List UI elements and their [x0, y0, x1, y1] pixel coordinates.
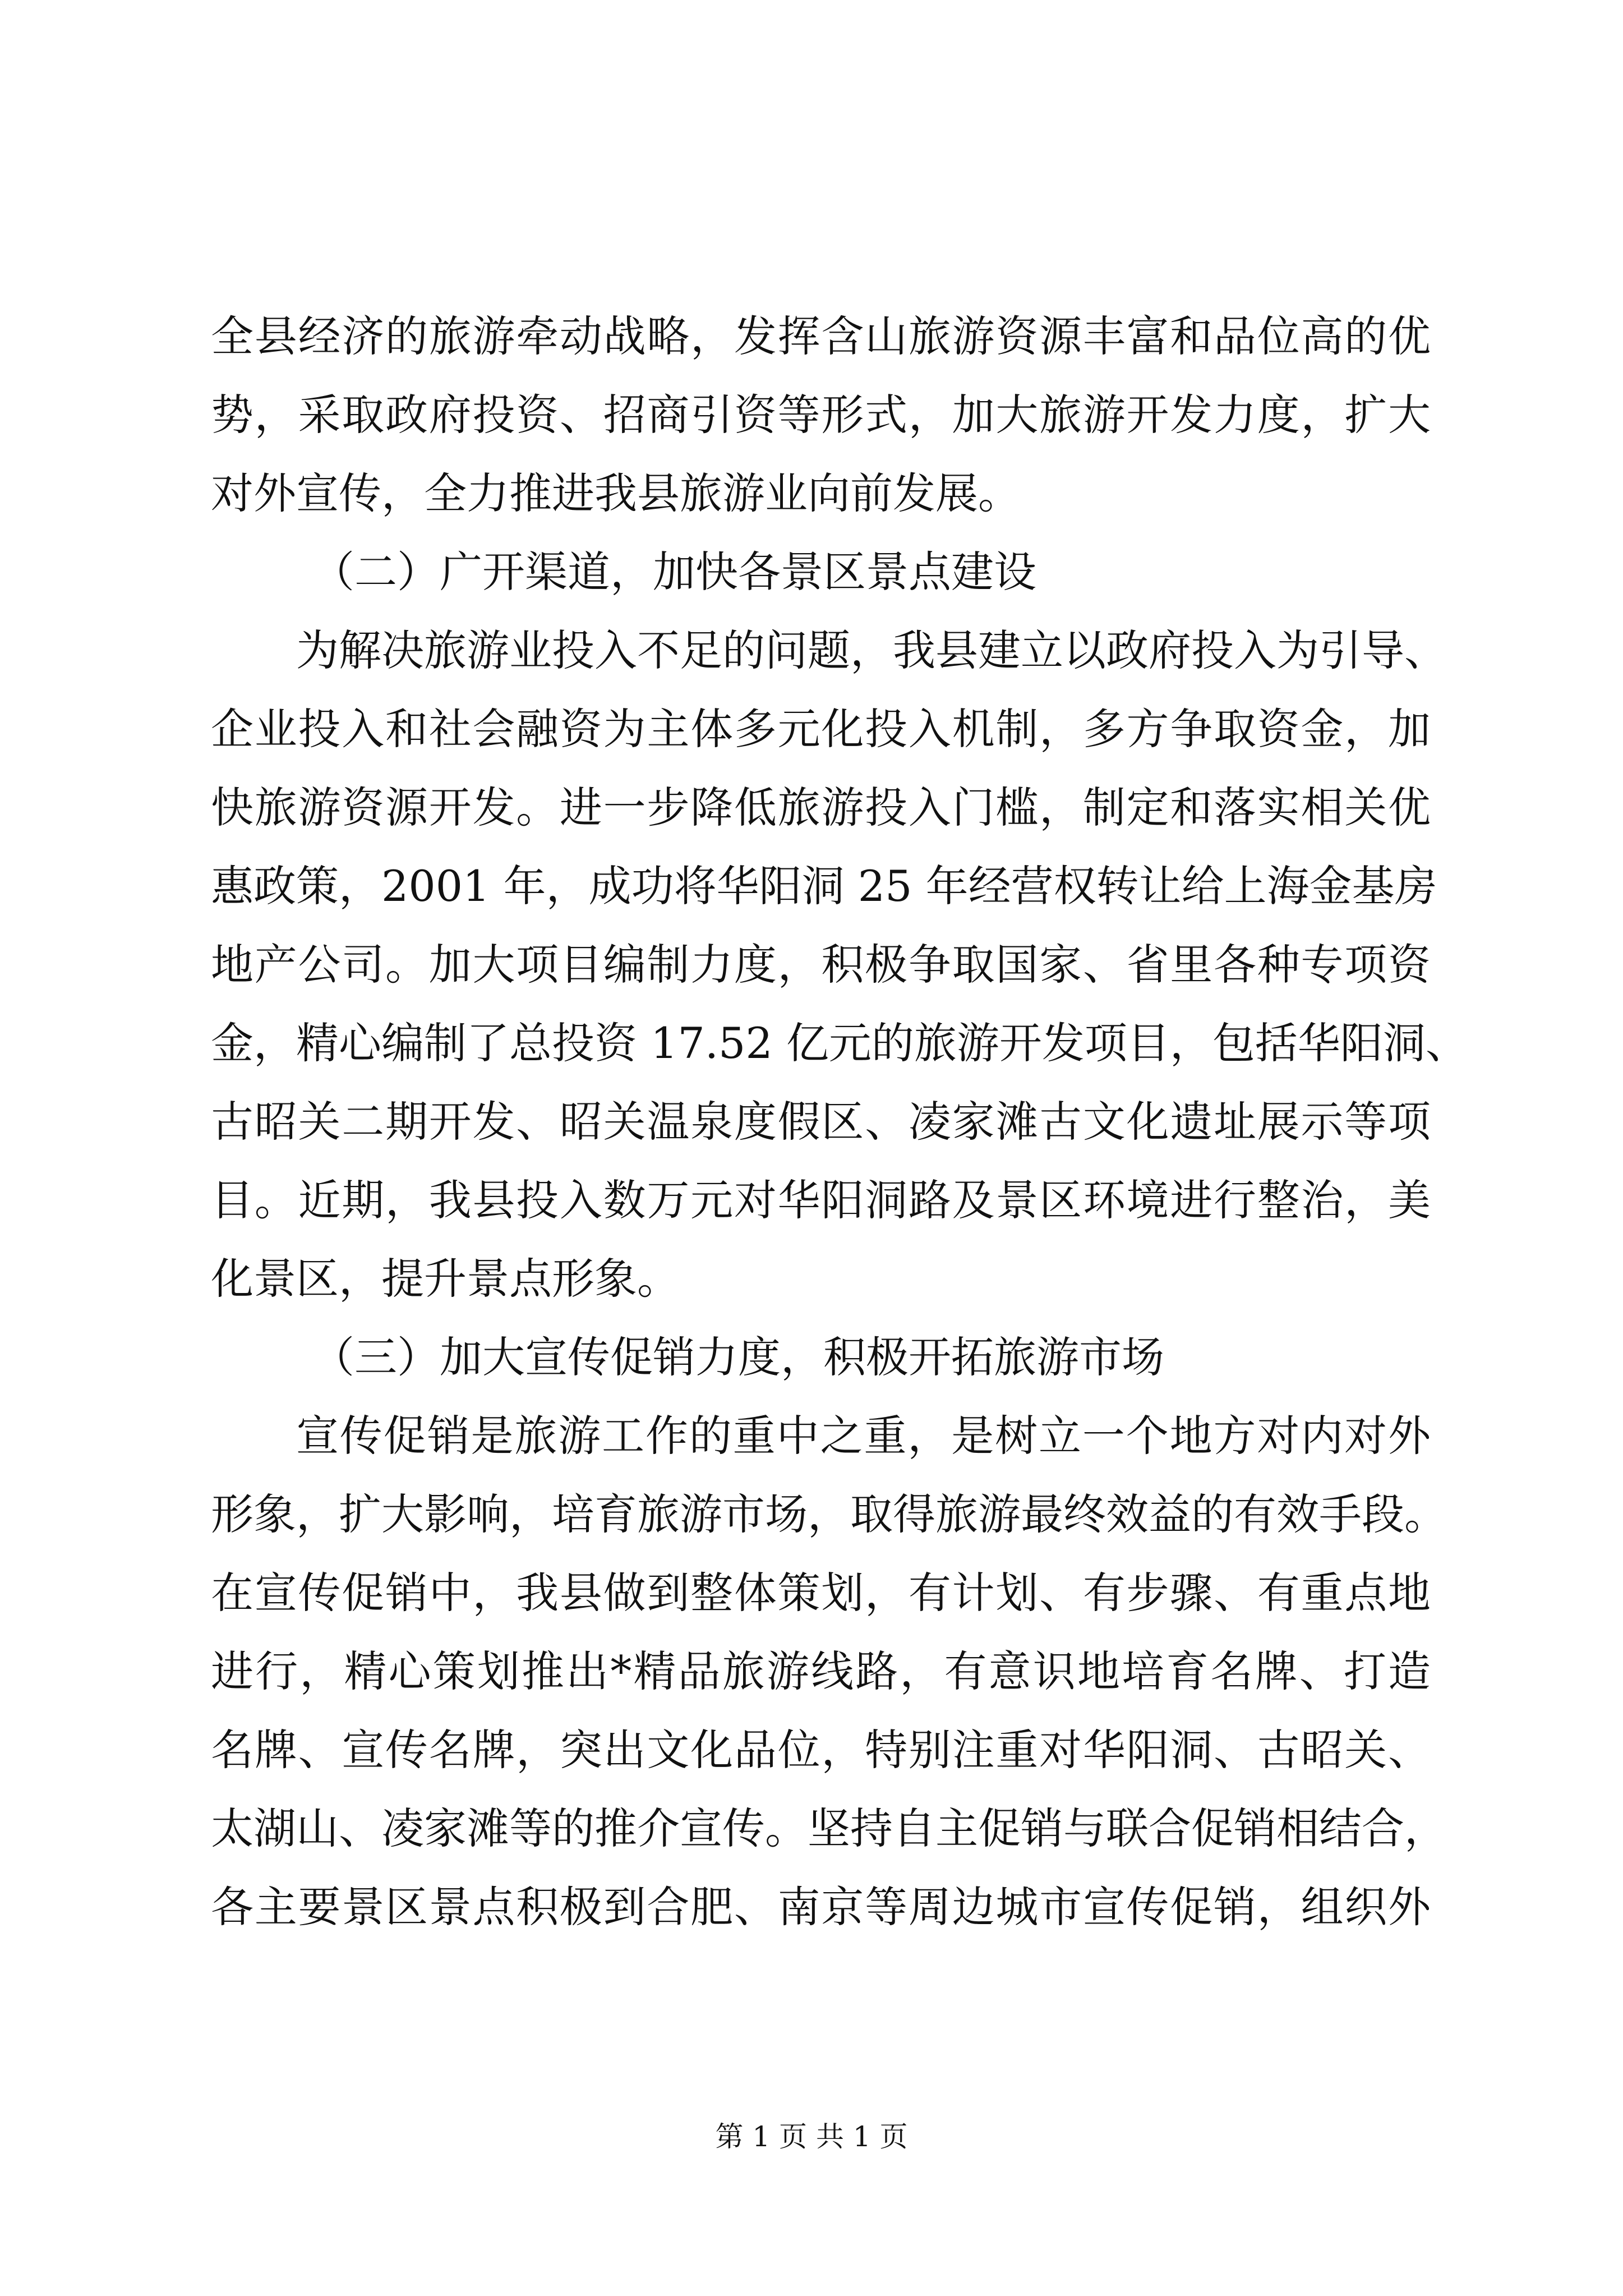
- text-line: 惠政策，2001 年，成功将华阳洞 25 年经营权转让给上海金基房: [211, 861, 1437, 911]
- section-heading: （二）广开渠道，加快各景区景点建设: [312, 547, 1036, 597]
- text-line: 势，采取政府投资、招商引资等形式，加大旅游开发力度，扩大: [211, 390, 1431, 440]
- text-line: 形象，扩大影响，培育旅游市场，取得旅游最终效益的有效手段。: [211, 1489, 1447, 1539]
- page-footer: 第 1 页 共 1 页: [715, 2120, 908, 2153]
- text-line: 在宣传促销中，我县做到整体策划，有计划、有步骤、有重点地: [211, 1568, 1431, 1618]
- text-line: 名牌、宣传名牌，突出文化品位，特别注重对华阳洞、古昭关、: [211, 1725, 1431, 1775]
- text-line: 地产公司。加大项目编制力度，积极争取国家、省里各种专项资: [211, 940, 1431, 990]
- text-line: 进行，精心策划推出*精品旅游线路，有意识地培育名牌、打造: [211, 1646, 1431, 1696]
- text-line: 快旅游资源开发。进一步降低旅游投入门槛，制定和落实相关优: [211, 783, 1431, 832]
- text-line: 对外宣传，全力推进我县旅游业向前发展。: [211, 468, 1021, 518]
- paragraph-first-line: 为解决旅游业投入不足的问题，我县建立以政府投入为引导、: [296, 625, 1447, 675]
- text-line: 各主要景区景点积极到合肥、南京等周边城市宣传促销，组织外: [211, 1882, 1431, 1932]
- text-line: 目。近期，我县投入数万元对华阳洞路及景区环境进行整治，美: [211, 1175, 1431, 1225]
- body-text: [211, 297, 1468, 1947]
- text-line: 全县经济的旅游牵动战略，发挥含山旅游资源丰富和品位高的优: [211, 311, 1431, 361]
- text-line: 金，精心编制了总投资 17.52 亿元的旅游开发项目，包括华阳洞、: [211, 1018, 1468, 1068]
- text-line: 企业投入和社会融资为主体多元化投入机制，多方争取资金，加: [211, 704, 1431, 754]
- section-heading: （三）加大宣传促销力度，积极开拓旅游市场: [312, 1332, 1164, 1382]
- text-line: 化景区，提升景点形象。: [211, 1254, 680, 1304]
- text-line: 古昭关二期开发、昭关温泉度假区、凌家滩古文化遗址展示等项: [211, 1097, 1431, 1147]
- text-line: 太湖山、凌家滩等的推介宣传。坚持自主促销与联合促销相结合，: [211, 1803, 1447, 1853]
- paragraph-first-line: 宣传促销是旅游工作的重中之重，是树立一个地方对内对外: [296, 1411, 1431, 1461]
